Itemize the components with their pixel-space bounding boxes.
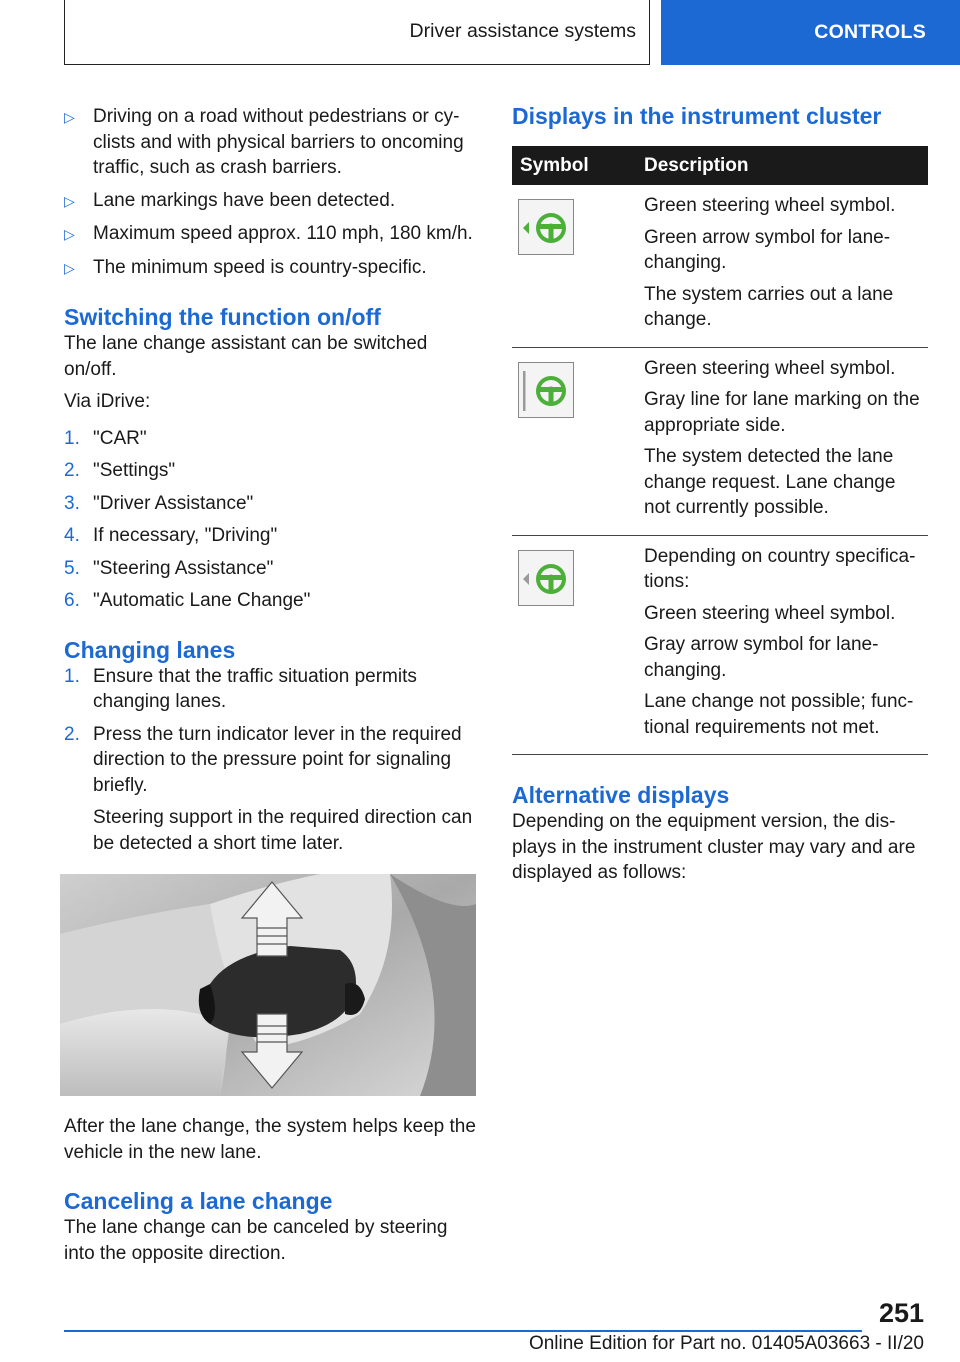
step-note: Steering support in the required direction can be detected a short time later. — [93, 807, 473, 854]
bullet-item: ▷ Driving on a road without pedestrians or cy-clists and with physical barriers to oncoming traffic, such as crash barriers. — [64, 104, 482, 181]
bullet-item: ▷ Lane markings have been detected. — [64, 188, 482, 215]
displays-heading: Displays in the instrument cluster — [512, 103, 882, 129]
triangle-bullet-icon: ▷ — [64, 109, 75, 125]
bullet-item: ▷ Maximum speed approx. 110 mph, 180 km/h. — [64, 221, 482, 248]
turn-indicator-lever-image — [60, 874, 476, 1096]
changing-heading: Changing lanes — [64, 636, 236, 663]
canceling-heading: Canceling a lane change — [64, 1188, 333, 1214]
triangle-bullet-icon: ▷ — [64, 259, 75, 276]
switching-heading: Switching the function on/off — [64, 304, 381, 330]
triangle-bullet-icon: ▷ — [64, 226, 75, 242]
step-item: 6. "Automatic Lane Change" — [64, 590, 311, 611]
steering-wheel-gray-line-icon — [518, 362, 574, 418]
step-item: 1. "CAR" — [64, 427, 147, 449]
step-item: 1. Ensure that the traffic situation permits changing lanes. — [64, 665, 417, 712]
table-row: Green steering wheel symbol. Gray line for lane marking on the appropriate side. The system detected the lane change request. Lane change not currently possible. — [512, 347, 928, 535]
table-row: Green steering wheel symbol. Green arrow symbol for lane-changing. The system carries out a lane change. — [512, 185, 928, 347]
triangle-bullet-icon: ▷ — [64, 192, 75, 209]
left-column — [64, 104, 482, 1273]
symbol-table — [512, 146, 928, 755]
step-item: 3. "Driver Assistance" — [64, 492, 254, 514]
via-idrive: Via iDrive: — [64, 391, 151, 412]
column-header-symbol: Symbol — [512, 146, 636, 185]
step-item: 2. "Settings" — [64, 460, 176, 481]
step-item: 2. Press the turn indicator lever in the required direction to the pressure point for signaling briefly. — [64, 723, 462, 796]
table-row: Depending on country specifica-tions: Green steering wheel symbol. Gray arrow symbol for lane-changing. Lane change not possible; func-tional requirements not met. — [512, 535, 928, 755]
switching-intro: The lane change assistant can be switched on/off. — [64, 333, 428, 380]
page-number: 251 — [878, 1298, 924, 1328]
steering-wheel-gray-arrow-icon — [518, 550, 574, 606]
after-lane-change: After the lane change, the system helps keep the vehicle in the new lane. — [64, 1116, 476, 1163]
bullet-item: ▷ The minimum speed is country-specific. — [64, 255, 482, 282]
section-title: Driver assistance systems — [409, 19, 636, 42]
steering-wheel-green-arrow-icon — [518, 199, 574, 255]
chapter-tab: CONTROLS — [661, 0, 960, 65]
alternative-text: Depending on the equipment version, the dis-plays in the instrument cluster may vary and are displayed as follows: — [512, 811, 916, 883]
alternative-heading: Alternative displays — [512, 782, 730, 808]
edition-note: Online Edition for Part no. 01405A03663 - II/20 — [528, 1333, 924, 1354]
step-item: 5. "Steering Assistance" — [64, 557, 274, 579]
right-column — [512, 102, 928, 893]
step-item: 4. If necessary, "Driving" — [64, 525, 278, 546]
column-header-description: Description — [636, 146, 928, 185]
canceling-text: The lane change can be canceled by steering into the opposite direction. — [64, 1217, 448, 1264]
